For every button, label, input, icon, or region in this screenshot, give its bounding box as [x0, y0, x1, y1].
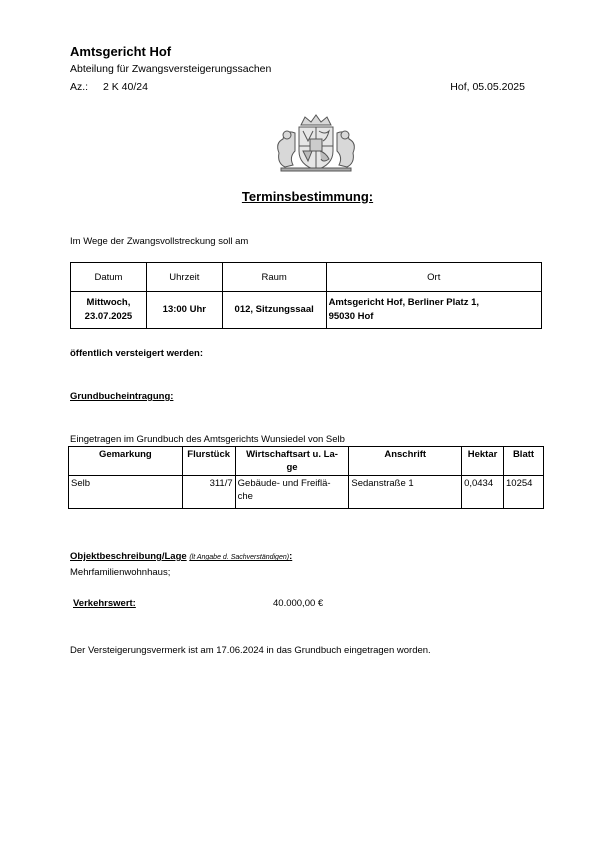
table-row [69, 476, 544, 509]
cell-wirtschaftsart [235, 476, 349, 509]
land-register-table [68, 446, 544, 509]
wirtschaftsart-line-1: Gebäude- und Freiflä- [237, 478, 331, 489]
closing-statement: Der Versteigerungsvermerk ist am 17.06.2024 in das Grundbuch eingetragen worden. [70, 645, 431, 656]
appointment-table [70, 262, 542, 329]
header-blatt: Blatt [504, 447, 544, 476]
header-gemarkung: Gemarkung [69, 447, 183, 476]
department: Abteilung für Zwangsversteigerungssachen [70, 63, 272, 75]
object-heading-colon: : [289, 551, 293, 562]
object-heading-note: (lt Angabe d. Sachverständigen) [189, 554, 290, 561]
cell-anschrift: Sedanstraße 1 [349, 476, 462, 509]
header-wirtschaftsart-line-2: ge [286, 462, 298, 473]
header-ort: Ort [326, 263, 541, 292]
table-header-row [69, 447, 544, 476]
cell-hektar: 0,0434 [462, 476, 504, 509]
appointment-room: 012, Sitzungssaal [222, 292, 326, 329]
header-anschrift: Anschrift [349, 447, 462, 476]
intro-text: Im Wege der Zwangsvollstreckung soll am [70, 236, 249, 247]
header-hektar: Hektar [462, 447, 504, 476]
header-wirtschaftsart [235, 447, 349, 476]
header-raum: Raum [222, 263, 326, 292]
header-flurstueck: Flurstück [182, 447, 235, 476]
wirtschaftsart-line-2: che [237, 491, 253, 502]
market-value: 40.000,00 € [273, 598, 324, 609]
case-number: 2 K 40/24 [103, 81, 148, 93]
court-name: Amtsgericht Hof [70, 44, 172, 59]
object-heading-text: Objektbeschreibung/Lage [70, 551, 187, 562]
place-date: Hof, 05.05.2025 [450, 81, 525, 93]
auction-phrase: öffentlich versteigert werden: [70, 348, 204, 359]
land-register-intro: Eingetragen im Grundbuch des Amtsgerichts Wunsiedel von Selb [70, 434, 345, 445]
place-line-2: 95030 Hof [328, 311, 374, 322]
market-value-label: Verkehrswert: [73, 598, 136, 609]
bavarian-coat-of-arms-icon [261, 113, 371, 173]
table-header-row [71, 263, 542, 292]
cell-gemarkung: Selb [69, 476, 183, 509]
appointment-time: 13:00 Uhr [146, 292, 222, 329]
header-uhrzeit: Uhrzeit [146, 263, 222, 292]
place-line-1: Amtsgericht Hof, Berliner Platz 1, [328, 297, 480, 308]
appointment-place [326, 292, 541, 329]
object-type: Mehrfamilienwohnhaus; [70, 567, 171, 578]
cell-flurstueck: 311/7 [182, 476, 235, 509]
header-datum: Datum [71, 263, 147, 292]
object-description-heading [70, 551, 292, 562]
case-number-label: Az.: [70, 81, 89, 93]
land-register-heading: Grundbucheintragung: [70, 391, 174, 402]
appointment-date [71, 292, 147, 329]
date-line-1: Mittwoch, [86, 297, 131, 308]
header-wirtschaftsart-line-1: Wirtschaftsart u. La- [246, 449, 338, 460]
date-line-2: 23.07.2025 [84, 311, 133, 322]
cell-blatt: 10254 [504, 476, 544, 509]
document-title: Terminsbestimmung: [241, 189, 374, 204]
table-row [71, 292, 542, 329]
